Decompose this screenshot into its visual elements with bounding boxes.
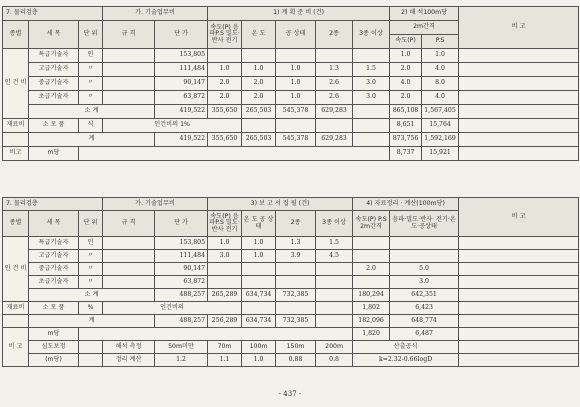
ps-cell: 4.0	[422, 63, 459, 77]
table-row	[3, 263, 579, 276]
note-ps: 15,921	[422, 147, 459, 161]
class2-cell: 2.6	[316, 77, 353, 91]
velocity-cell	[208, 276, 242, 289]
total-label: 계	[29, 315, 155, 328]
remark-header: 비 고	[459, 198, 579, 237]
ps-cell: 4.0	[422, 91, 459, 105]
empty-cell	[3, 133, 29, 147]
factor-item: (m당)	[29, 354, 79, 367]
depth-factor-row	[3, 354, 579, 367]
price-cell: 63,872	[155, 276, 208, 289]
subtotal-label: 소 계	[29, 289, 155, 302]
velocity-ps-cell: 2.0	[353, 263, 390, 276]
subtotal-temperature: 634,734	[242, 289, 276, 302]
total-temperature: 265,503	[242, 133, 276, 147]
others-cell	[390, 237, 459, 250]
price-header: 단 가	[155, 21, 208, 49]
total-others: 648,774	[390, 315, 459, 328]
subtotal-price: 488,257	[155, 289, 208, 302]
remark-cell	[459, 237, 579, 250]
temperature-cell	[242, 263, 276, 276]
unit-cell: 〃	[79, 91, 103, 105]
material-item: 소 모 품	[29, 302, 79, 315]
remark-cell	[459, 263, 579, 276]
class3-cell: 1.5	[316, 237, 353, 250]
interval-header: 2m간격	[390, 21, 459, 35]
item-cell: 특급기술자	[29, 49, 79, 63]
total-velocity: 355,650	[208, 133, 242, 147]
depth-70: 70m	[208, 341, 242, 354]
note-item: m당	[29, 147, 79, 161]
empty-cell	[316, 302, 353, 315]
total-price: 488,257	[155, 315, 208, 328]
velocity-cell: 2.0	[208, 91, 242, 105]
subtotal-speed: 865,108	[390, 105, 422, 119]
subtotal-ps: 1,567,405	[422, 105, 459, 119]
temperature-cell: 2.0	[242, 91, 276, 105]
note-type: 비고	[3, 147, 29, 161]
well-state-cell: 1.0	[276, 63, 316, 77]
table-row	[3, 276, 579, 289]
spec-cell	[103, 49, 155, 63]
depth-150: 150m	[276, 341, 316, 354]
subtotal-price: 419,522	[155, 105, 208, 119]
page-number: - 437 -	[278, 390, 302, 398]
type-header: 종별	[3, 211, 29, 237]
note-others: 6,487	[390, 328, 459, 341]
temperature-cell: 1.0	[242, 237, 276, 250]
subtotal-velocity: 265,289	[208, 289, 242, 302]
spec-cell	[103, 63, 155, 77]
item-cell: 초급기술자	[29, 276, 79, 289]
class3-cell	[316, 263, 353, 276]
velocity-header: 속도(P) 음파P.S 밀도·반사 전기	[208, 21, 242, 49]
material-row	[3, 302, 579, 315]
velocity-ps-cell	[353, 250, 390, 263]
velocity-cell: 1.0	[208, 237, 242, 250]
subtotal-class2: 629,283	[316, 105, 353, 119]
group-header-report: 3) 보 고 서 집 필 (건)	[208, 198, 353, 211]
class2-cell	[276, 263, 316, 276]
class3-header: 3종 이상	[353, 21, 390, 49]
spec-cell	[103, 250, 155, 263]
total-velocity-ps: 182,096	[353, 315, 390, 328]
table-row	[3, 63, 579, 77]
speed-cell: 2.0	[390, 91, 422, 105]
velocity-cell: 1.0	[208, 63, 242, 77]
formula: k=2.32-0.66logD	[353, 354, 459, 367]
others-cell	[390, 250, 459, 263]
material-row	[3, 119, 579, 133]
material-spec: 인건비의	[103, 302, 242, 315]
remark-header: 비 고	[459, 7, 579, 49]
remark-cell	[459, 133, 579, 147]
total-well-state: 545,378	[276, 133, 316, 147]
velocity-cell	[208, 263, 242, 276]
total-class2: 629,283	[316, 133, 353, 147]
empty-cell	[276, 302, 316, 315]
spec-cell	[103, 263, 155, 276]
ps-header: P.S	[422, 35, 459, 49]
empty-cell	[276, 119, 316, 133]
subsection-title: 가. 기술업무비	[103, 198, 208, 211]
empty-cell	[353, 119, 390, 133]
item-cell: 중급기술자	[29, 263, 79, 276]
table-row	[3, 237, 579, 250]
remark-cell	[459, 302, 579, 315]
others-cell: 5.0	[390, 263, 459, 276]
empty-cell	[3, 315, 29, 328]
type-labor: 인 건 비	[3, 237, 29, 302]
class3-cell: 3.0	[353, 91, 390, 105]
remark-cell	[459, 315, 579, 328]
subtotal-well-state: 545,378	[276, 105, 316, 119]
speed-cell: 2.0	[390, 63, 422, 77]
class2-cell	[276, 276, 316, 289]
subtotal-class2: 732,385	[276, 289, 316, 302]
material-speed: 8,651	[390, 119, 422, 133]
table-row	[3, 250, 579, 263]
note-row	[3, 328, 579, 341]
depth-100: 100m	[242, 341, 276, 354]
remark-cell	[459, 105, 579, 119]
class2-cell: 1.3	[276, 237, 316, 250]
velocity-ps-cell	[353, 237, 390, 250]
class2-header: 2종	[316, 21, 353, 49]
class2-cell	[316, 49, 353, 63]
subtotal-class3	[316, 289, 353, 302]
empty-cell	[316, 119, 353, 133]
note-item: m당	[29, 328, 79, 341]
material-item: 소 모 품	[29, 119, 79, 133]
spec-cell	[103, 237, 155, 250]
class2-cell: 1.3	[316, 63, 353, 77]
subtotal-row	[3, 289, 579, 302]
remark-cell	[459, 77, 579, 91]
unit-cell: 인	[79, 49, 103, 63]
item-cell: 고급기술자	[29, 63, 79, 77]
well-state-cell	[276, 49, 316, 63]
total-class3	[353, 133, 390, 147]
spec-cell	[103, 91, 155, 105]
remark-cell	[459, 63, 579, 77]
price-cell: 63,872	[155, 91, 208, 105]
others-header: 음파·밀도·반사· 전기·온도·공상태	[390, 211, 459, 237]
type-labor: 인 건 비	[3, 49, 29, 119]
temperature-header: 온 도	[242, 21, 276, 49]
factor-200: 0.8	[316, 354, 353, 367]
unit-header: 단 위	[79, 211, 103, 237]
others-cell: 3.0	[390, 276, 459, 289]
item-cell: 초급기술자	[29, 91, 79, 105]
class3-cell	[353, 49, 390, 63]
class3-cell	[316, 276, 353, 289]
group-header-analysis: 2) 해 석100m당	[390, 7, 459, 21]
factor-100: 1.0	[242, 354, 276, 367]
table-row	[3, 91, 579, 105]
unit-cell: 〃	[79, 63, 103, 77]
cost-table-planning-analysis	[2, 6, 579, 161]
factor-70: 1.1	[208, 354, 242, 367]
remark-cell	[459, 276, 579, 289]
class3-cell: 1.5	[353, 63, 390, 77]
price-cell: 153,805	[155, 237, 208, 250]
remark-cell	[459, 147, 579, 161]
class2-cell: 2.6	[316, 91, 353, 105]
unit-cell: 〃	[79, 263, 103, 276]
depth-50: 50m미만	[155, 341, 208, 354]
subtotal-class3	[353, 105, 390, 119]
total-price: 419,522	[155, 133, 208, 147]
material-unit: %	[79, 302, 103, 315]
material-velocity-ps: 1,802	[353, 302, 390, 315]
table-row	[3, 77, 579, 91]
ps-cell: 8.0	[422, 77, 459, 91]
speed-cell: 4.0	[390, 77, 422, 91]
temperature-cell	[242, 49, 276, 63]
speed-cell: 1.0	[390, 49, 422, 63]
material-type: 재료비	[3, 119, 29, 133]
empty-cell	[79, 147, 390, 161]
spec-cell	[103, 77, 155, 91]
item-header: 세 목	[29, 211, 79, 237]
formula-label: 산출공식	[353, 341, 459, 354]
note-type: 비 고	[3, 328, 29, 367]
total-class2: 732,385	[276, 315, 316, 328]
empty-cell	[79, 354, 103, 367]
subtotal-velocity-ps: 180,294	[353, 289, 390, 302]
total-row	[3, 315, 579, 328]
class3-header: 3종 이상	[316, 211, 353, 237]
total-label: 계	[29, 133, 155, 147]
unit-cell: 〃	[79, 250, 103, 263]
depth-spec: 해석 측정	[103, 341, 155, 354]
section-title: 7. 물리검층	[3, 7, 103, 21]
velocity-cell	[208, 49, 242, 63]
ps-cell: 1.0	[422, 49, 459, 63]
spec-header: 규 격	[103, 21, 155, 49]
total-class3	[316, 315, 353, 328]
price-cell: 90,147	[155, 263, 208, 276]
unit-cell: 〃	[79, 276, 103, 289]
price-header: 단 가	[155, 211, 208, 237]
remark-cell	[459, 328, 579, 341]
temperature-cell: 2.0	[242, 77, 276, 91]
factor-50: 1.2	[155, 354, 208, 367]
temperature-cell: 1.0	[242, 63, 276, 77]
velocity-header: 속도(P) 음파P.S 밀도·반사 전기	[208, 211, 242, 237]
velocity-ps-cell	[353, 276, 390, 289]
table-row	[3, 49, 579, 63]
depth-correction-row	[3, 341, 579, 354]
subsection-title: 가. 기술업무비	[103, 7, 208, 21]
class2-header: 2종	[276, 211, 316, 237]
item-cell: 고급기술자	[29, 250, 79, 263]
spec-cell	[103, 276, 155, 289]
depth-200: 200m	[316, 341, 353, 354]
remark-cell	[459, 289, 579, 302]
group-header-processing: 4) 자료정리 · 계산(100m당)	[353, 198, 459, 211]
material-others: 6,423	[390, 302, 459, 315]
spec-header: 규 격	[103, 211, 155, 237]
item-header: 세 목	[29, 21, 79, 49]
price-cell: 111,484	[155, 250, 208, 263]
remark-cell	[459, 354, 579, 367]
section-title: 7. 물리검층	[3, 198, 103, 211]
total-temperature: 634,734	[242, 315, 276, 328]
cost-table-report-processing	[2, 197, 579, 367]
subtotal-row	[3, 105, 579, 119]
total-speed: 873,756	[390, 133, 422, 147]
unit-cell: 〃	[79, 77, 103, 91]
price-cell: 90,147	[155, 77, 208, 91]
factor-150: 0.88	[276, 354, 316, 367]
material-type: 재료비	[3, 302, 29, 315]
note-row	[3, 147, 579, 161]
speed-header: 속도(P)	[390, 35, 422, 49]
remark-cell	[459, 49, 579, 63]
subtotal-velocity: 355,650	[208, 105, 242, 119]
empty-cell	[79, 341, 103, 354]
class2-cell: 3.9	[276, 250, 316, 263]
note-velocity-ps: 1,820	[353, 328, 390, 341]
subtotal-label: 소 계	[29, 105, 155, 119]
well-state-cell: 1.0	[276, 91, 316, 105]
group-header-planning: 1) 계 획 준 비 (건)	[208, 7, 390, 21]
material-unit: 식	[79, 119, 103, 133]
velocity-cell: 3.0	[208, 250, 242, 263]
depth-item: 심도보정	[29, 341, 79, 354]
subtotal-others: 642,351	[390, 289, 459, 302]
price-cell: 153,805	[155, 49, 208, 63]
temperature-cell: 1.0	[242, 250, 276, 263]
velocity-cell: 2.0	[208, 77, 242, 91]
class3-cell: 3.0	[353, 77, 390, 91]
unit-cell: 인	[79, 237, 103, 250]
velocity-ps-header: 속도(P) P.S 2m간격	[353, 211, 390, 237]
unit-header: 단 위	[79, 21, 103, 49]
material-ps: 15,764	[422, 119, 459, 133]
total-velocity: 256,289	[208, 315, 242, 328]
empty-cell	[242, 302, 276, 315]
total-row	[3, 133, 579, 147]
price-cell: 111,484	[155, 63, 208, 77]
note-speed: 8,737	[390, 147, 422, 161]
remark-cell	[459, 119, 579, 133]
empty-cell	[242, 119, 276, 133]
subtotal-temperature: 265,503	[242, 105, 276, 119]
material-spec: 인건비의 1%	[103, 119, 242, 133]
temperature-cell	[242, 276, 276, 289]
remark-cell	[459, 250, 579, 263]
temperature-header: 온 도 공 상 태	[242, 211, 276, 237]
item-cell: 특급기술자	[29, 237, 79, 250]
remark-cell	[459, 341, 579, 354]
well-state-cell: 1.0	[276, 77, 316, 91]
item-cell: 중급기술자	[29, 77, 79, 91]
class3-cell: 4.5	[316, 250, 353, 263]
factor-spec: 정리 계산	[103, 354, 155, 367]
well-state-header: 공 상태	[276, 21, 316, 49]
remark-cell	[459, 91, 579, 105]
empty-cell	[79, 328, 353, 341]
total-ps: 1,592,169	[422, 133, 459, 147]
type-header: 종별	[3, 21, 29, 49]
